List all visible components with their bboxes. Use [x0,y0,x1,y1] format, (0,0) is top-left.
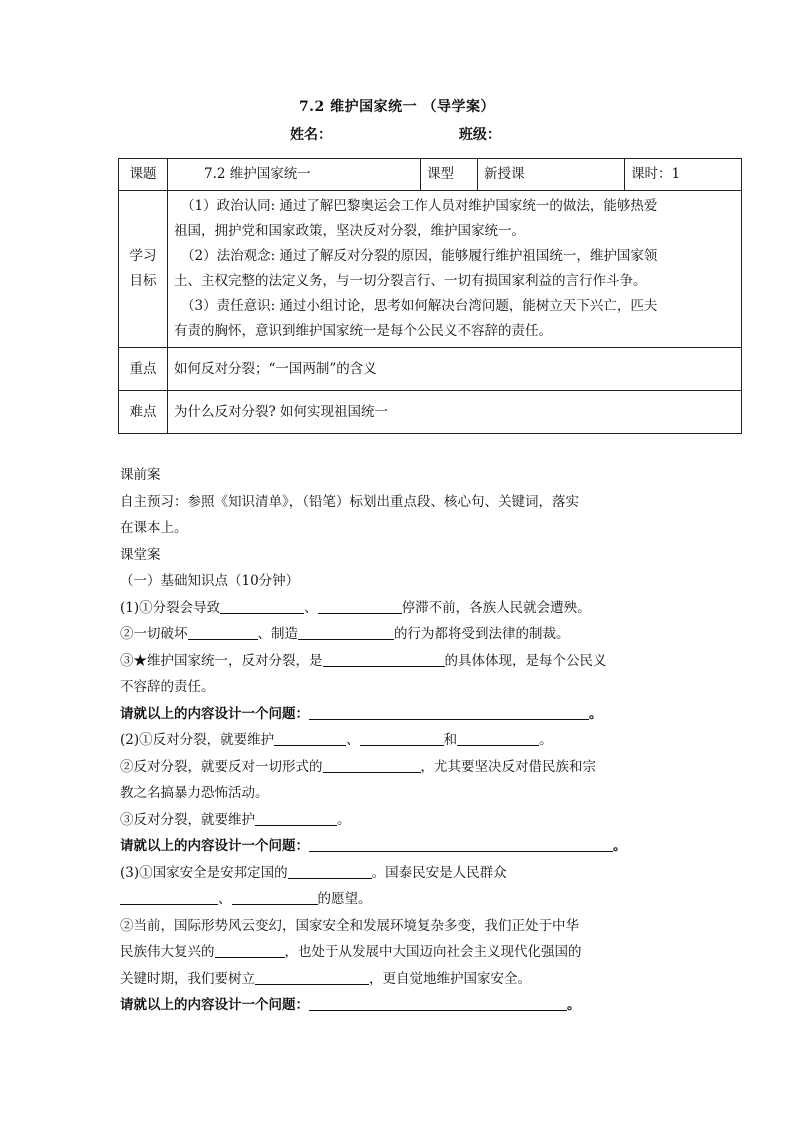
key-point-row [119,348,742,391]
lesson-plan-table [118,158,742,434]
fill-blank[interactable] [323,650,445,667]
fill-blank[interactable] [298,623,394,640]
question-blank[interactable] [309,835,613,852]
fill-blank[interactable] [274,729,346,746]
question-prompt-2: 请就以上的内容设计一个问题： 。 [120,833,680,860]
type-value: 新授课 [478,159,625,191]
item-2-2: ②反对分裂，就要反对一切形式的 ，尤其要坚决反对借民族和宗 [120,754,680,781]
item-1-3-cont: 不容辞的责任。 [120,679,215,695]
section-1-heading: （一）基础知识点（10分钟） [120,573,300,589]
fill-blank[interactable] [120,888,218,905]
key-point-value: 如何反对分裂；“一国两制”的含义 [168,348,742,391]
item-3-2-cont-1: 民族伟大复兴的 ，也处于从发展中大国迈向社会主义现代化强国的 [120,939,680,966]
question-blank[interactable] [309,994,567,1011]
in-class-heading: 课堂案 [120,546,161,563]
type-label: 课型 [421,159,478,191]
page-title: 7.2 维护国家统一 （导学案） [298,99,496,115]
objective-1-line-1: （1）政治认同: 通过了解巴黎奥运会工作人员对维护国家统一的做法，能够热爱 [181,198,658,214]
fill-blank[interactable] [255,968,369,985]
objectives-label [119,191,168,348]
fill-blank[interactable] [220,597,304,614]
fill-blank[interactable] [457,729,539,746]
item-2-3: ③反对分裂，就要维护 。 [120,807,680,834]
fill-blank[interactable] [323,756,421,773]
topic-row [119,159,742,191]
objective-3-line-1: （3）责任意识: 通过小组讨论，思考如何解决台湾问题，能树立天下兴亡，匹夫 [181,298,658,314]
item-3-2-cont-2: 关键时期，我们要树立 ，更自觉地维护国家安全。 [120,966,680,993]
fill-blank[interactable] [215,941,285,958]
fill-blank[interactable] [255,809,337,826]
question-prompt-3: 请就以上的内容设计一个问题： 。 [120,992,680,1019]
objective-2-line-2: 土、主权完整的法定义务，与一切分裂言行、一切有损国家利益的言行作斗争。 [174,273,647,289]
hours-value: 课时：1 [625,159,742,191]
pre-class-line-2: 在课本上。 [120,520,188,536]
item-1-1: (1)①分裂会导致 、 停滞不前，各族人民就会遭殃。 [120,595,680,622]
key-point-label: 重点 [119,348,168,391]
objectives-row [119,191,742,348]
student-info-row [290,124,501,144]
objective-3-line-2: 有责的胸怀，意识到维护国家统一是每个公民义不容辞的责任。 [174,323,552,339]
item-2-2-cont: 教之名搞暴力恐怖活动。 [120,785,269,801]
item-1-3: ③★维护国家统一，反对分裂，是 的具体体现，是每个公民义 [120,648,680,675]
name-label: 姓名： [290,127,332,143]
question-prompt-1: 请就以上的内容设计一个问题： 。 [120,701,680,728]
objectives-label-line-1: 学习 [129,248,157,264]
difficulty-value: 为什么反对分裂? 如何实现祖国统一 [168,391,742,434]
topic-value: 7.2 维护国家统一 [168,159,421,191]
objectives-content [168,191,742,348]
class-label: 班级： [458,127,501,143]
fill-blank[interactable] [188,623,258,640]
fill-blank[interactable] [360,729,444,746]
fill-blank[interactable] [288,862,372,879]
difficulty-row [119,391,742,434]
pre-class-line-1: 自主预习：参照《知识清单》，（铅笔）标划出重点段、核心句、关键词，落实 [120,493,579,510]
fill-blank[interactable] [318,597,402,614]
topic-label: 课题 [119,159,168,191]
item-3-1-cont: 、 的愿望。 [120,886,680,913]
item-3-1: (3)①国家安全是安邦定国的 。国泰民安是人民群众 [120,860,680,887]
fill-blank[interactable] [232,888,318,905]
worksheet-body [120,462,680,1019]
objective-2-line-1: （2）法治观念: 通过了解反对分裂的原因，能够履行维护祖国统一，维护国家领 [181,248,658,264]
question-blank[interactable] [309,703,589,720]
pre-class-heading: 课前案 [120,467,161,483]
item-2-1: (2)①反对分裂，就要维护 、 和 。 [120,727,680,754]
item-1-2: ②一切破坏 、制造 的行为都将受到法律的制裁。 [120,621,680,648]
item-3-2: ②当前，国际形势风云变幻，国家安全和发展环境复杂多变，我们正处于中华 [120,917,579,934]
objectives-label-line-2: 目标 [129,273,157,289]
difficulty-label: 难点 [119,391,168,434]
objective-1-line-2: 祖国，拥护党和国家政策，坚决反对分裂，维护国家统一。 [174,223,525,239]
